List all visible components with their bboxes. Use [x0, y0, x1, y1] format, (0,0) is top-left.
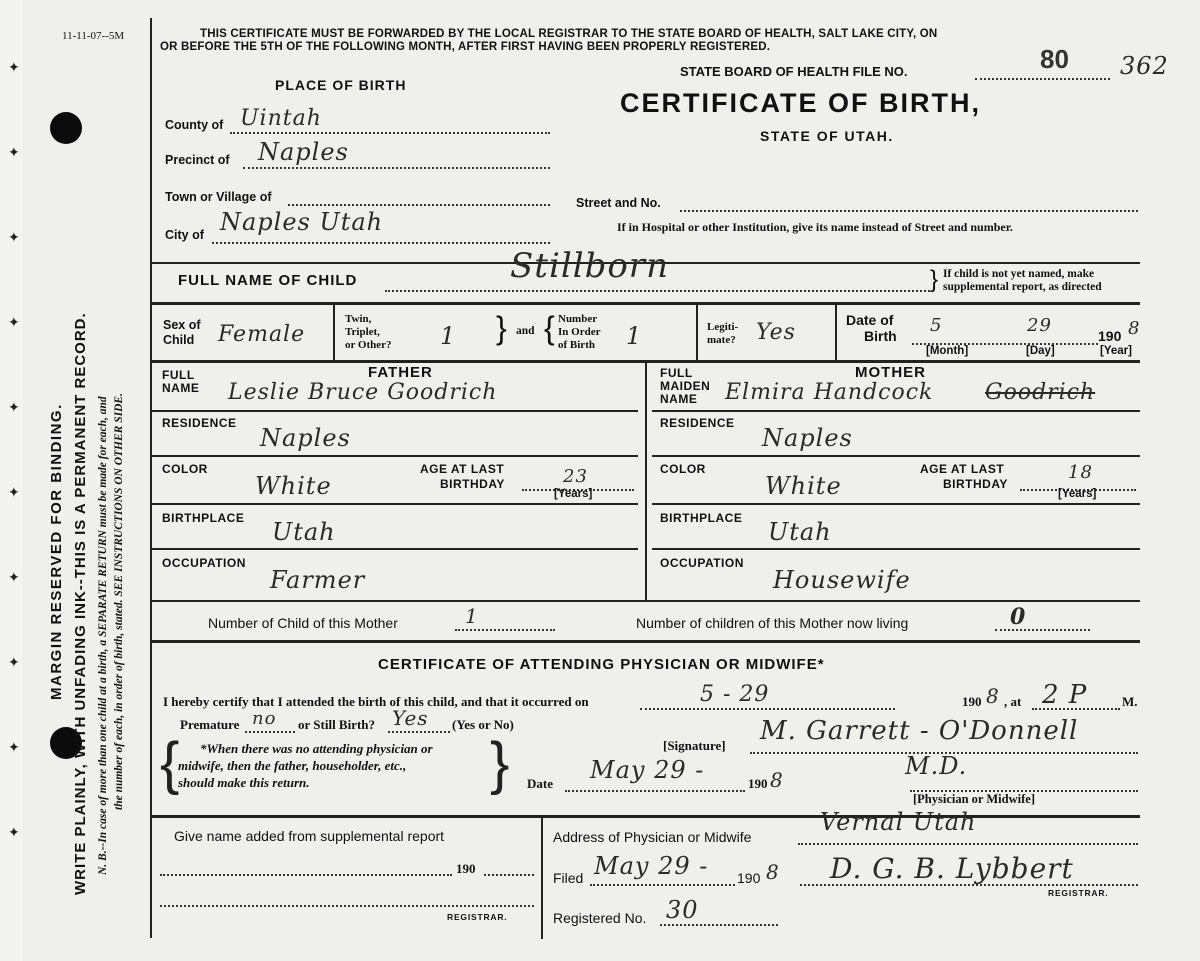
hospital-note: If in Hospital or other Institution, give its name instead of Street and number.	[617, 220, 1013, 234]
father-row-rule	[152, 455, 638, 457]
edge-tick: ✦	[8, 825, 20, 841]
attending-note-line-3: should make this return.	[178, 775, 310, 790]
edge-tick: ✦	[8, 740, 20, 756]
father-years-label: [Years]	[554, 488, 593, 500]
filed-label: Filed	[553, 870, 584, 886]
sex-label-2: Child	[163, 333, 195, 347]
at-label: , at	[1004, 694, 1022, 709]
name-note-line-2: supplemental report, as directed	[943, 281, 1102, 293]
form-code: 11-11-07--5M	[62, 30, 125, 42]
state-subtitle: STATE OF UTAH.	[760, 128, 894, 144]
father-birthplace-label: BIRTHPLACE	[162, 511, 245, 525]
supplemental-name-label: Give name added from supplemental report	[174, 828, 445, 844]
and-label: and	[516, 325, 535, 337]
physician-heading: CERTIFICATE OF ATTENDING PHYSICIAN OR MIDWIFE*	[378, 656, 825, 673]
mother-occupation-value: Housewife	[773, 566, 911, 594]
attending-note-line-2: midwife, then the father, householder, etc.,	[178, 758, 407, 773]
father-age-label-2: BIRTHDAY	[440, 477, 505, 491]
mother-name-value: Elmira Handcock	[725, 380, 934, 405]
father-row-rule	[152, 410, 638, 412]
physician-signature: M. Garrett - O'Donnell	[760, 716, 1079, 746]
physician-date-year-prefix: 190	[748, 776, 768, 791]
registered-number-line	[660, 924, 778, 926]
living-count-label: Number of children of this Mother now living	[636, 615, 909, 631]
mother-age-label-2: BIRTHDAY	[943, 477, 1008, 491]
physician-date-line	[565, 790, 745, 792]
premature-line	[245, 731, 295, 733]
town-line	[288, 204, 550, 206]
father-row-rule	[152, 548, 638, 550]
child-number-line	[455, 629, 555, 631]
twin-label-2: Triplet,	[345, 326, 380, 338]
yes-no-hint: (Yes or No)	[452, 717, 514, 732]
file-number-handwritten: 362	[1120, 52, 1169, 80]
city-label: City of	[165, 228, 204, 242]
certified-time: 2 P	[1042, 680, 1088, 710]
father-birthplace-value: Utah	[272, 518, 336, 546]
file-number-label: STATE BOARD OF HEALTH FILE NO.	[680, 64, 908, 79]
father-occupation-label: OCCUPATION	[162, 556, 246, 570]
signature-label: [Signature]	[663, 738, 726, 753]
father-residence-label: RESIDENCE	[162, 416, 237, 430]
dob-year-suffix: 8	[1128, 318, 1141, 339]
mother-age-value: 18	[1068, 462, 1093, 483]
rule-footer-top	[150, 815, 1140, 818]
legitimate-label-2: mate?	[707, 334, 736, 346]
rule-child-row-top	[150, 302, 1140, 305]
physician-date-year-suffix: 8	[770, 768, 784, 792]
street-label: Street and No.	[576, 196, 661, 210]
filed-date-line	[590, 884, 735, 886]
physician-date-label: Date	[527, 776, 553, 791]
mother-residence-value: Naples	[762, 424, 853, 452]
registrar-signature: D. G. B. Lybbert	[830, 852, 1074, 885]
father-color-value: White	[255, 472, 332, 500]
father-residence-value: Naples	[260, 424, 351, 452]
supplemental-registrar-line	[160, 905, 534, 907]
certified-year-suffix: 8	[986, 684, 1000, 708]
stillbirth-value: Yes	[392, 706, 429, 730]
dob-year-label: [Year]	[1100, 345, 1132, 357]
parents-center-divider	[645, 362, 647, 602]
mother-color-value: White	[765, 472, 842, 500]
file-number-line	[975, 78, 1110, 80]
name-note-line-1: If child is not yet named, make	[943, 268, 1095, 280]
edge-tick: ✦	[8, 485, 20, 501]
father-full-label: FULL	[162, 368, 195, 382]
physician-date-value: May 29 -	[590, 756, 705, 784]
mother-maiden-label: MAIDEN	[660, 379, 711, 393]
margin-nb-text-2: the number of each, in order of birth, stated. SEE INSTRUCTIONS ON OTHER SIDE.	[113, 393, 125, 810]
dob-month-label: [Month]	[926, 345, 969, 357]
mother-age-label-1: AGE AT LAST	[920, 462, 1005, 476]
county-label: County of	[165, 118, 224, 132]
note-brace-right: }	[490, 731, 510, 796]
form-left-border	[150, 18, 152, 938]
city-line	[212, 242, 550, 244]
mother-row-rule	[652, 455, 1140, 457]
mother-heading: MOTHER	[855, 364, 926, 381]
legitimate-value: Yes	[756, 320, 796, 345]
rule-parents-bottom	[150, 600, 1140, 602]
child-name-value: Stillborn	[510, 246, 669, 286]
file-number-value: 80	[1040, 44, 1069, 74]
father-name-label: NAME	[162, 381, 200, 395]
mother-occupation-label: OCCUPATION	[660, 556, 744, 570]
margin-binding-text: MARGIN RESERVED FOR BINDING.	[48, 403, 65, 700]
margin-permanent-record-text: WRITE PLAINLY, WITH UNFADING INK--THIS IS A PERMANENT RECORD.	[72, 312, 89, 895]
forwarding-notice-line-1: THIS CERTIFICATE MUST BE FORWARDED BY THE LOCAL REGISTRAR TO THE STATE BOARD OF HEALTH, SALT LAKE CITY, ON	[200, 28, 938, 40]
town-label: Town or Village of	[165, 190, 272, 204]
place-of-birth-heading: PLACE OF BIRTH	[275, 77, 407, 93]
mother-birthplace-label: BIRTHPLACE	[660, 511, 743, 525]
supplemental-year-line	[484, 874, 534, 876]
child-number-label: Number of Child of this Mother	[208, 615, 398, 631]
note-brace-left: {	[160, 731, 180, 796]
father-name-value: Leslie Bruce Goodrich	[228, 380, 498, 405]
number-label-3: of Birth	[558, 339, 595, 351]
mother-residence-label: RESIDENCE	[660, 416, 735, 430]
filed-year-suffix: 8	[766, 860, 780, 884]
father-heading: FATHER	[368, 364, 433, 381]
city-value: Naples Utah	[220, 208, 384, 236]
mother-name-struck: Goodrich	[985, 380, 1096, 405]
edge-tick: ✦	[8, 145, 20, 161]
dob-label-1: Date of	[846, 312, 894, 328]
certificate-title: CERTIFICATE OF BIRTH,	[620, 88, 981, 118]
child-name-line	[385, 290, 930, 292]
name-note-brace: }	[930, 266, 939, 293]
certify-text: I hereby certify that I attended the birth of this child, and that it occurred on	[163, 694, 589, 709]
birth-date-line	[640, 708, 895, 710]
edge-tick: ✦	[8, 570, 20, 586]
sex-value: Female	[218, 322, 306, 347]
number-label-2: In Order	[558, 326, 601, 338]
supplemental-registrar-label: REGISTRAR.	[447, 912, 508, 922]
mother-name-label: NAME	[660, 392, 698, 406]
supplemental-year-prefix: 190	[456, 861, 476, 876]
physician-address-value: Vernal Utah	[820, 808, 977, 836]
number-value: 1	[626, 322, 643, 350]
physician-role-label: [Physician or Midwife]	[913, 792, 1035, 806]
mother-full-label: FULL	[660, 366, 693, 380]
precinct-label: Precinct of	[165, 153, 230, 167]
certified-birth-date: 5 - 29	[700, 682, 770, 707]
registered-number-label: Registered No.	[553, 910, 647, 926]
twin-label-1: Twin,	[345, 313, 372, 325]
stillbirth-line	[388, 731, 450, 733]
edge-tick: ✦	[8, 655, 20, 671]
edge-tick: ✦	[8, 315, 20, 331]
edge-tick: ✦	[8, 400, 20, 416]
dob-label-2: Birth	[864, 328, 897, 344]
father-occupation-value: Farmer	[270, 566, 366, 594]
sex-label-1: Sex of	[163, 318, 201, 332]
mother-birthplace-value: Utah	[768, 518, 832, 546]
edge-tick: ✦	[8, 230, 20, 246]
attending-note-line-1: *When there was no attending physician or	[200, 741, 433, 756]
twin-label-3: or Other?	[345, 339, 392, 351]
registered-number-value: 30	[666, 896, 699, 924]
edge-tick: ✦	[8, 60, 20, 76]
father-age-value: 23	[563, 466, 588, 487]
mother-row-rule	[652, 410, 1140, 412]
footer-divider	[541, 817, 543, 939]
number-brace: {	[544, 310, 555, 346]
precinct-value: Naples	[258, 138, 349, 166]
physician-address-line	[798, 843, 1138, 845]
twin-brace: }	[496, 310, 507, 346]
child-row-divider	[696, 304, 698, 360]
physician-signature-md: M.D.	[905, 752, 968, 780]
county-line	[230, 132, 550, 134]
filed-date-value: May 29 -	[594, 852, 709, 880]
child-row-divider	[333, 304, 335, 360]
county-value: Uintah	[240, 106, 322, 131]
twin-value: 1	[440, 322, 457, 350]
mother-years-label: [Years]	[1058, 488, 1097, 500]
mother-color-label: COLOR	[660, 462, 706, 476]
filed-year-prefix: 190	[737, 870, 761, 886]
child-number-value: 1	[465, 604, 479, 628]
premature-value: no	[252, 708, 277, 729]
binding-hole	[50, 112, 82, 144]
dob-day-label: [Day]	[1026, 345, 1055, 357]
dob-month: 5	[930, 315, 943, 336]
father-age-label-1: AGE AT LAST	[420, 462, 505, 476]
child-row-divider	[835, 304, 837, 360]
mother-row-rule	[652, 548, 1140, 550]
rule-physician-top	[150, 640, 1140, 643]
father-row-rule	[152, 503, 638, 505]
number-label-1: Number	[558, 313, 598, 325]
meridiem-label: M.	[1122, 694, 1138, 709]
supplemental-name-line	[160, 874, 452, 876]
forwarding-notice-line-2: OR BEFORE THE 5TH OF THE FOLLOWING MONTH, AFTER FIRST HAVING BEEN PROPERLY REGISTERED.	[160, 41, 771, 53]
legitimate-label-1: Legiti-	[707, 321, 739, 333]
mother-row-rule	[652, 503, 1140, 505]
premature-label: Premature	[180, 717, 240, 732]
father-color-label: COLOR	[162, 462, 208, 476]
dob-day: 29	[1027, 315, 1052, 336]
registrar-label: REGISTRAR.	[1048, 888, 1109, 898]
certified-year-prefix: 190	[962, 694, 982, 709]
margin-nb-text-1: N. B.--In case of more than one child at a birth, a SEPARATE RETURN must be made for each, and	[97, 396, 109, 875]
dob-year-prefix: 190	[1098, 328, 1122, 344]
living-count-value: 0	[1010, 604, 1027, 630]
physician-address-label: Address of Physician or Midwife	[553, 829, 752, 845]
street-line	[680, 210, 1138, 212]
child-name-label: FULL NAME OF CHILD	[178, 272, 358, 289]
stillbirth-label: or Still Birth?	[298, 717, 376, 732]
precinct-line	[243, 167, 550, 169]
